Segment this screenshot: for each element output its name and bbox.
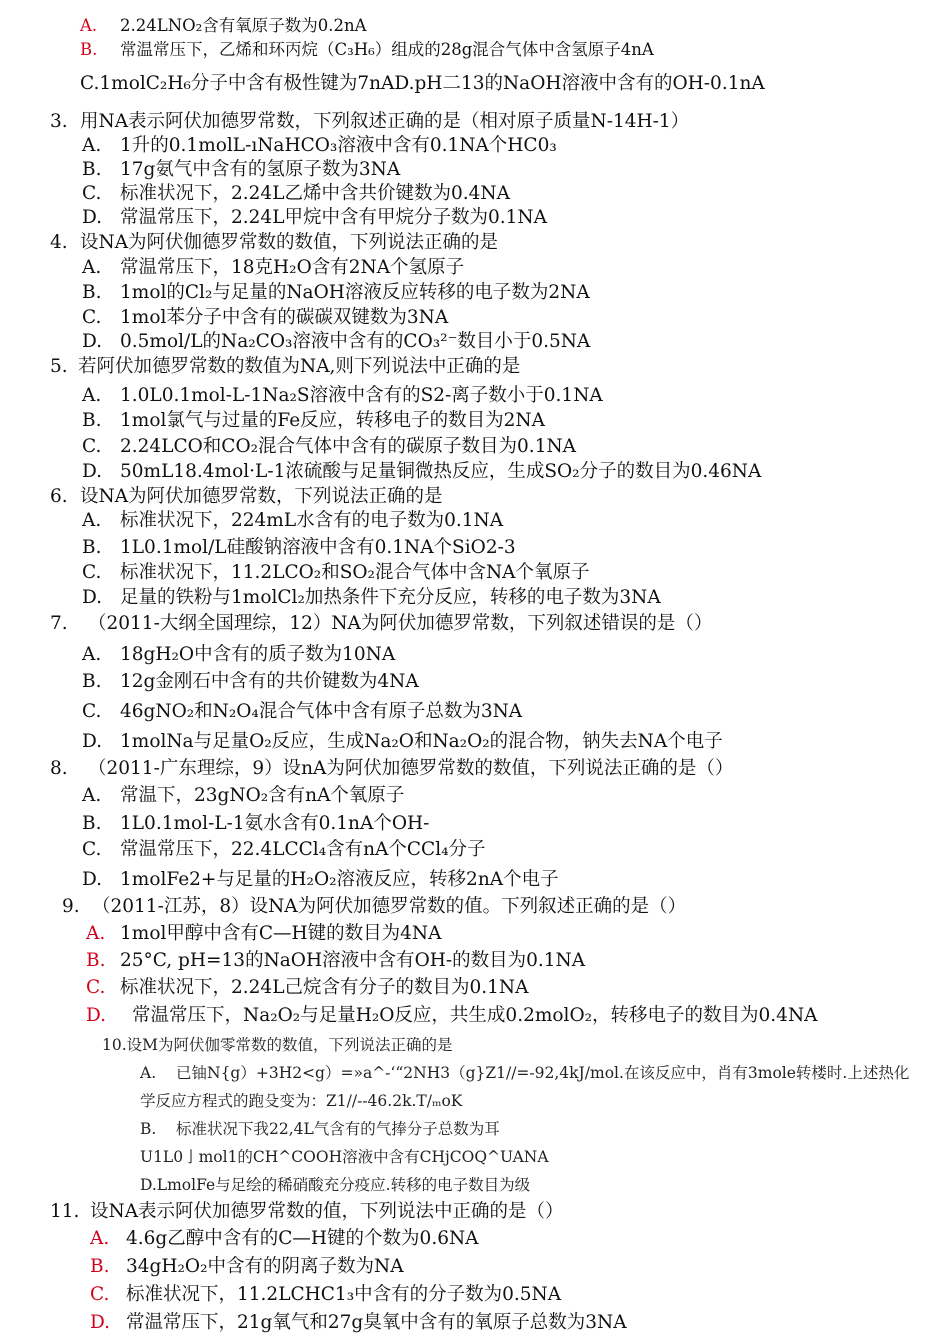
document-line [82, 586, 940, 610]
document-line [86, 976, 940, 1000]
document-line [82, 206, 940, 230]
line-label: C. [82, 701, 102, 722]
document-line [140, 1089, 940, 1113]
line-label: 5. [50, 356, 68, 377]
document-line [82, 158, 940, 182]
line-text: C.1molC₂H₆分子中含有极性键为7nAD.pH二13的NaOH溶液中含有的OH-0.1nA [80, 73, 765, 94]
line-text: 17g氨气中含有的氢原子数为3NA [120, 159, 401, 180]
document-line [80, 14, 940, 38]
line-label: 7. [50, 613, 68, 634]
line-label: B. [82, 813, 102, 834]
line-text: 1L0.1mol-L-1氨水含有0.1nA个OH- [120, 813, 430, 834]
line-label: C. [82, 839, 102, 860]
line-text: 4.6g乙醇中含有的C—H键的个数为0.6NA [126, 1228, 479, 1249]
line-label: D. [90, 1312, 111, 1333]
line-text: 10.设M为阿伏伽零常数的数值，下列说法正确的是 [102, 1036, 453, 1054]
line-text: 标准状况下我22,4L气含有的气捧分子总数为耳 [176, 1120, 500, 1138]
line-label: 8. [50, 758, 68, 779]
document-line [82, 435, 940, 459]
line-text: 足量的铁粉与1molCl₂加热条件下充分反应，转移的电子数为3NA [120, 587, 661, 608]
line-text: D.LmolFe与足绘的稀硝酸充分疫应.转移的电子数目为级 [140, 1176, 531, 1194]
line-label: A. [82, 385, 102, 406]
line-text: 常温下，23gNO₂含有nA个氧原子 [120, 785, 405, 806]
document-line [80, 38, 940, 62]
line-text: 1molNa与足量O₂反应，生成Na₂O和Na₂O₂的混合物，钠失去NA个电子 [120, 731, 723, 752]
line-text: 已铀N{g）+3H2<g）=»a^-‘“2NH3（g}Z1//=-92,4kJ/mol.在该反应中，肖有3mole转楼时.上述热化 [176, 1064, 910, 1082]
document-line [90, 1311, 940, 1335]
document-line [86, 922, 940, 946]
line-label: A. [86, 923, 106, 944]
document-line [50, 355, 940, 379]
line-label: A. [82, 785, 102, 806]
line-text: （2011-大纲全国理综，12）NA为阿伏加德罗常数，下列叙述错误的是（） [88, 613, 713, 634]
document-line [82, 509, 940, 533]
line-label: B. [140, 1120, 157, 1138]
line-label: D. [82, 331, 103, 352]
line-text: （2011-江苏，8）设NA为阿伏加德罗常数的值。下列叙述正确的是（） [92, 896, 687, 917]
line-text: 设NA为阿伏伽德罗常数的数值，下列说法正确的是 [80, 232, 499, 253]
line-text: 常温常压下，18克H₂O含有2NA个氢原子 [120, 257, 465, 278]
line-text: 18gH₂O中含有的质子数为10NA [120, 644, 396, 665]
line-text: 34gH₂O₂中含有的阴离子数为NA [126, 1256, 404, 1277]
line-text: U1L0亅mol1的CH^COOH溶液中含有CHjCOQ^UANA [140, 1148, 549, 1166]
document-line [50, 612, 940, 636]
line-text: 1mol的Cl₂与足量的NaOH溶液反应转移的电子数为2NA [120, 282, 590, 303]
line-label: B. [86, 950, 106, 971]
line-text: 用NA表示阿伏加德罗常数，下列叙述正确的是（相对原子质量N-14H-1） [80, 111, 690, 132]
line-label: D. [82, 207, 103, 228]
line-label: B. [82, 671, 102, 692]
document-line [140, 1117, 940, 1141]
line-text: 1升的0.1molL-ıNaHCO₃溶液中含有0.1NA个HC0₃ [120, 135, 557, 156]
line-text: 常温常压下，Na₂O₂与足量H₂O反应，共生成0.2molO₂，转移电子的数目为0.4NA [132, 1005, 818, 1026]
line-text: 12g金刚石中含有的共价键数为4NA [120, 671, 419, 692]
line-label: C. [82, 436, 102, 457]
line-text: 标准状况下，224mL水含有的电子数为0.1NA [120, 510, 504, 531]
document-line [50, 231, 940, 255]
document-line [82, 643, 940, 667]
document-line [102, 1033, 940, 1057]
document-line [82, 409, 940, 433]
line-label: C. [82, 562, 102, 583]
line-label: B. [90, 1256, 110, 1277]
line-text: 50mL18.4mol·L-1浓硫酸与足量铜微热反应，生成SO₂分子的数目为0.46NA [120, 461, 762, 482]
line-label: A. [82, 135, 102, 156]
line-text: 常温常压下，2.24L甲烷中含有甲烷分子数为0.1NA [120, 207, 547, 228]
document-line [86, 1004, 940, 1028]
line-text: 设NA表示阿伏加德罗常数的值，下列说法中正确的是（） [90, 1201, 564, 1222]
document-line [50, 757, 940, 781]
document-line [82, 730, 940, 754]
line-label: B. [82, 537, 102, 558]
line-text: 标准状况下，11.2LCHC1₃中含有的分子数为0.5NA [126, 1284, 562, 1305]
line-label: 4. [50, 232, 68, 253]
document-line [140, 1061, 940, 1085]
line-text: 1L0.1mol/L硅酸钠溶液中含有0.1NA个SiO2-3 [120, 537, 516, 558]
document-line [82, 536, 940, 560]
line-label: C. [86, 977, 106, 998]
line-text: 1mol甲醇中含有C—H键的数目为4NA [120, 923, 442, 944]
line-text: 常温常压下，21g氧气和27g臭氧中含有的氧原子总数为3NA [126, 1312, 627, 1333]
document-line [90, 1283, 940, 1307]
document-line [82, 838, 940, 862]
document-line [82, 784, 940, 808]
line-label: C. [90, 1284, 110, 1305]
line-text: 设NA为阿伏加德罗常数，下列说法正确的是 [80, 486, 443, 507]
line-text: 常温常压下，22.4LCCl₄含有nA个CCl₄分子 [120, 839, 486, 860]
document-line [62, 895, 940, 919]
document-line [82, 330, 940, 354]
document-line [82, 134, 940, 158]
line-text: 1.0L0.1mol-L-1Na₂S溶液中含有的S2-离子数小于0.1NA [120, 385, 603, 406]
line-text: （2011-广东理综，9）设nA为阿伏加德罗常数的数值，下列说法正确的是（） [88, 758, 734, 779]
document-line [82, 182, 940, 206]
line-label: D. [82, 869, 103, 890]
line-label: B. [82, 159, 102, 180]
line-text: 1mol氯气与过量的Fe反应，转移电子的数目为2NA [120, 410, 545, 431]
line-label: D. [82, 731, 103, 752]
line-label: B. [82, 410, 102, 431]
line-label: D. [82, 587, 103, 608]
line-text: 标准状况下，2.24L乙烯中含共价键数为0.4NA [120, 183, 510, 204]
line-label: A. [90, 1228, 110, 1249]
document-line [82, 281, 940, 305]
document-line [86, 949, 940, 973]
document-line [82, 700, 940, 724]
line-text: 若阿伏加德罗常数的数值为NA,则下列说法中正确的是 [78, 356, 521, 377]
document-line [90, 1255, 940, 1279]
document-line [140, 1173, 940, 1197]
line-label: C. [82, 183, 102, 204]
line-text: 标准状况下，11.2LCO₂和SO₂混合气体中含NA个氧原子 [120, 562, 590, 583]
document-line [82, 256, 940, 280]
document-line [140, 1145, 940, 1169]
line-label: A. [140, 1064, 157, 1082]
document-line [82, 561, 940, 585]
line-text: 46gNO₂和N₂O₄混合气体中含有原子总数为3NA [120, 701, 523, 722]
document-line [50, 1200, 940, 1224]
line-text: 学反应方程式的跑殳变为：Z1//--46.2k.T/ₘoK [140, 1092, 463, 1110]
line-label: D. [82, 461, 103, 482]
line-text: 2.24LNO₂含有氧原子数为0.2nA [120, 16, 367, 35]
line-label: A. [82, 510, 102, 531]
line-label: B. [80, 40, 98, 59]
document-line [82, 812, 940, 836]
line-label: A. [82, 257, 102, 278]
document-line [82, 670, 940, 694]
line-text: 25°C, pH=13的NaOH溶液中含有OH-的数目为0.1NA [120, 950, 586, 971]
line-label: 6. [50, 486, 68, 507]
line-text: 1mol苯分子中含有的碳碳双键数为3NA [120, 307, 449, 328]
line-text: 2.24LCO和CO₂混合气体中含有的碳原子数目为0.1NA [120, 436, 577, 457]
line-text: 标准状况下，2.24L己烷含有分子的数目为0.1NA [120, 977, 529, 998]
line-label: B. [82, 282, 102, 303]
line-label: C. [82, 307, 102, 328]
line-label: 3. [50, 111, 68, 132]
document-line [82, 306, 940, 330]
document-line [90, 1227, 940, 1251]
line-label: 11. [50, 1201, 80, 1222]
document-line [82, 868, 940, 892]
line-text: 常温常压下，乙烯和环丙烷（C₃H₆）组成的28g混合气体中含氢原子4nA [120, 40, 654, 59]
document-line [50, 485, 940, 509]
line-text: 0.5mol/L的Na₂CO₃溶液中含有的CO₃²⁻数目小于0.5NA [120, 331, 591, 352]
line-label: A. [80, 16, 98, 35]
line-text: 1molFe2+与足量的H₂O₂溶液反应，转移2nA个电子 [120, 869, 559, 890]
document-line [80, 72, 940, 96]
document-line [50, 110, 940, 134]
document-line [82, 384, 940, 408]
line-label: 9. [62, 896, 80, 917]
document-line [82, 460, 940, 484]
line-label: A. [82, 644, 102, 665]
line-label: D. [86, 1005, 107, 1026]
